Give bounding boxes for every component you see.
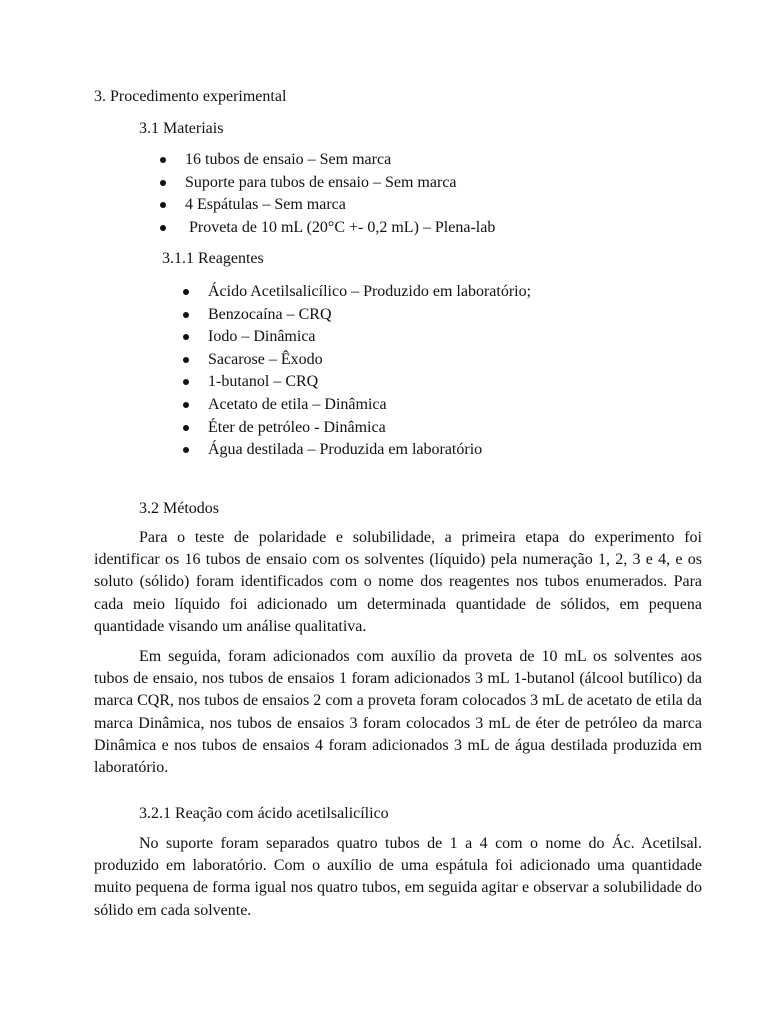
bullet-icon bbox=[183, 289, 189, 295]
list-item-text: Sacarose – Êxodo bbox=[208, 350, 323, 368]
list-item-text: 4 Espátulas – Sem marca bbox=[185, 196, 346, 214]
list-item-text: Benzocaína – CRQ bbox=[208, 305, 332, 323]
bullet-icon bbox=[183, 334, 189, 340]
reaction-heading: 3.2.1 Reação com ácido acetilsalicílico bbox=[139, 805, 389, 822]
list-item-text: Éter de petróleo - Dinâmica bbox=[208, 418, 386, 436]
materials-heading: 3.1 Materiais bbox=[139, 120, 224, 137]
list-item-text: 1-butanol – CRQ bbox=[208, 373, 319, 391]
list-item-text: Ácido Acetilsalicílico – Produzido em laboratório; bbox=[208, 283, 532, 300]
section-title: 3. Procedimento experimental bbox=[94, 88, 287, 105]
list-item-text: Suporte para tubos de ensaio – Sem marca bbox=[185, 173, 457, 191]
bullet-icon bbox=[183, 425, 189, 431]
methods-paragraph-2: Em seguida, foram adicionados com auxílio da proveta de 10 mL os solventes aos tubos de ensaio, nos tubos de ensaios 1 foram adicionados 3 mL 1-butanol (álcool butílico) da marca CQR, nos tubos de ensaios 2 com a proveta foram colocados 3 mL de acetato de etila da marca Dinâmica, nos tubos de ensaios 3 foram colocados 3 mL de éter de petróleo da marca Dinâmica e nos tubos de ensaios 4 foram adicionados 3 mL de água destilada produzida em laboratório. bbox=[94, 648, 702, 777]
bullet-icon bbox=[183, 357, 189, 363]
list-item-text: Acetato de etila – Dinâmica bbox=[208, 395, 387, 413]
bullet-icon bbox=[183, 402, 189, 408]
reagents-heading: 3.1.1 Reagentes bbox=[162, 250, 264, 267]
list-item-text: 16 tubos de ensaio – Sem marca bbox=[185, 151, 392, 168]
list-item-text: Proveta de 10 mL (20°C +- 0,2 mL) – Plena-lab bbox=[185, 218, 496, 236]
list-item-text: Água destilada – Produzida em laboratório bbox=[208, 441, 483, 459]
bullet-icon bbox=[183, 447, 189, 453]
bullet-icon bbox=[183, 312, 189, 318]
bullet-icon bbox=[183, 379, 189, 385]
bullet-icon bbox=[160, 157, 166, 163]
bullet-icon bbox=[160, 225, 166, 231]
methods-heading: 3.2 Métodos bbox=[139, 500, 219, 517]
list-item-text: Iodo – Dinâmica bbox=[208, 328, 316, 346]
reaction-paragraph: No suporte foram separados quatro tubos de 1 a 4 com o nome do Ác. Acetilsal. produzido em laboratório. Com o auxílio de uma espátula foi adicionado uma quantidade muito pequena de forma igual nos quatro tubos, em seguida agitar e observar a solubilidade do sólido em cada solvente. bbox=[94, 835, 702, 919]
methods-paragraph-1: Para o teste de polaridade e solubilidade, a primeira etapa do experimento foi identificar os 16 tubos de ensaio com os solventes (líquido) pela numeração 1, 2, 3 e 4, e os soluto (sólido) foram identificados com o nome dos reagentes nos tubos enumerados. Para cada meio líquido foi adicionado um determinada quantidade de sólidos, em pequena quantidade visando um análise qualitativa. bbox=[94, 529, 702, 635]
bullet-icon bbox=[160, 202, 166, 208]
bullet-icon bbox=[160, 180, 166, 186]
